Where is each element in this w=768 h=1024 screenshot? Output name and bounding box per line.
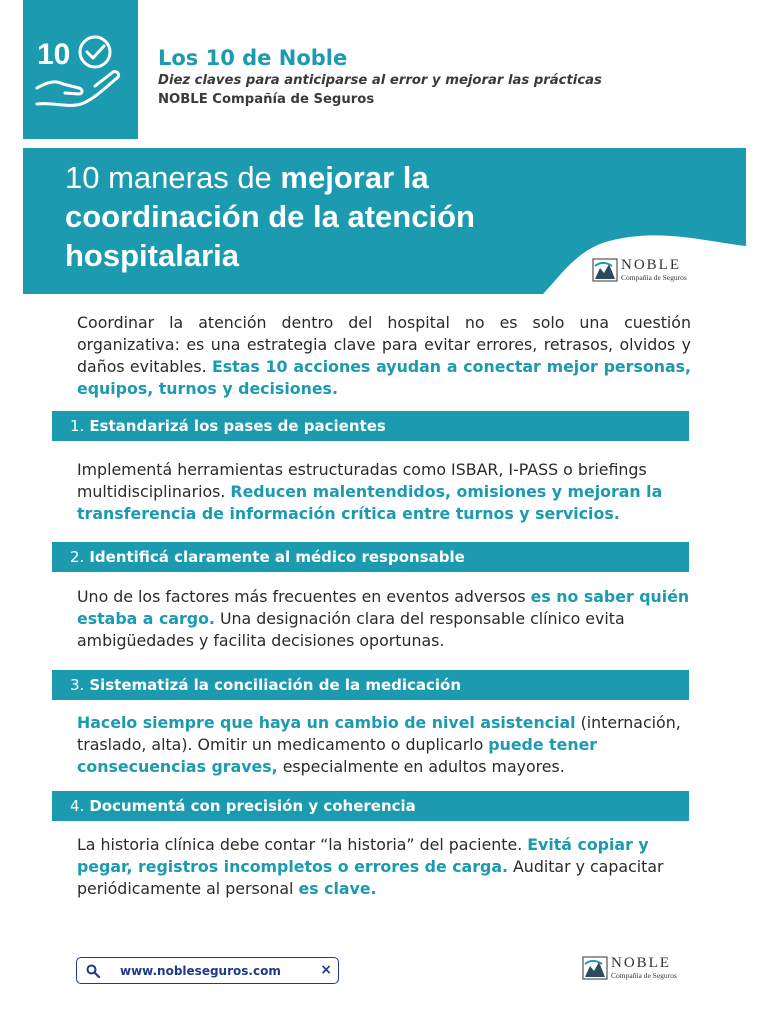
section-highlight: Hacelo siempre que haya un cambio de nivel asistencial	[77, 713, 576, 732]
section-4-header	[52, 791, 689, 821]
banner-title	[65, 158, 605, 275]
section-1-body	[77, 459, 691, 525]
brand-name: NOBLE	[621, 257, 681, 274]
banner-title-light: 10 maneras de	[65, 160, 281, 195]
section-1-header	[52, 411, 689, 441]
noble-mark-icon	[592, 258, 618, 282]
section-3-body	[77, 712, 691, 778]
brand-tagline: Compañía de Seguros	[611, 971, 677, 981]
section-2-body	[77, 586, 691, 652]
ten-logo-box	[23, 0, 138, 139]
close-icon[interactable]: ×	[320, 962, 332, 978]
section-3-header	[52, 670, 689, 700]
section-number: 4.	[70, 797, 85, 815]
search-icon	[86, 964, 100, 978]
section-text: Una designación clara del responsable clínico evita ambigüedades y facilita decisiones oportunas.	[77, 609, 625, 650]
section-text: (internación, traslado, alta). Omitir un medicamento o duplicarlo	[77, 713, 681, 754]
section-text: Auditar y capacitar periódicamente al personal	[77, 857, 664, 898]
noble-mark-icon	[582, 956, 608, 980]
section-highlight: es no saber quién estaba a cargo.	[77, 587, 690, 628]
section-highlight: puede tener consecuencias graves,	[77, 735, 598, 776]
header-subtitle: Diez claves para anticiparse al error y mejorar las prácticas	[158, 73, 602, 88]
section-text: Implementá herramientas estructuradas como ISBAR, I-PASS o briefings multidisciplinarios.	[77, 460, 647, 501]
section-highlight: Evitá copiar y pegar, registros incompletos o errores de carga.	[77, 835, 649, 876]
section-4-body	[77, 834, 691, 900]
section-text: La historia clínica debe contar “la historia” del paciente.	[77, 835, 528, 854]
website-url-bar[interactable]	[76, 957, 339, 984]
brand-logo-top	[592, 258, 687, 282]
brand-logo-footer	[582, 956, 677, 980]
section-title: Identificá claramente al médico responsable	[89, 548, 465, 566]
section-highlight: Reducen malentendidos, omisiones y mejoran la transferencia de información crítica entre turnos y servicios.	[77, 482, 663, 523]
header-company: NOBLE Compañía de Seguros	[158, 92, 375, 107]
brand-tagline: Compañía de Seguros	[621, 273, 687, 283]
logo-number: 10	[37, 38, 71, 71]
section-number: 3.	[70, 676, 85, 694]
section-title: Estandarizá los pases de pacientes	[89, 417, 386, 435]
intro-text: Coordinar la atención dentro del hospital no es solo una cuestión organizativa: es una estrategia clave para evitar errores, retrasos, olvidos y daños evitables.	[77, 313, 691, 376]
intro-highlight: Estas 10 acciones ayudan a conectar mejor personas, equipos, turnos y decisiones.	[77, 357, 692, 398]
section-title: Sistematizá la conciliación de la medicación	[89, 676, 462, 694]
section-2-header	[52, 542, 689, 572]
header-title: Los 10 de Noble	[158, 46, 348, 70]
section-number: 2.	[70, 548, 85, 566]
section-text: Uno de los factores más frecuentes en eventos adversos	[77, 587, 531, 606]
section-highlight: es clave.	[298, 879, 377, 898]
website-url-link[interactable]: www.nobleseguros.com	[120, 963, 281, 978]
banner-title-bold: mejorar la coordinación de la atención hospitalaria	[65, 160, 475, 273]
intro-paragraph	[77, 312, 691, 400]
section-number: 1.	[70, 417, 85, 435]
section-title: Documentá con precisión y coherencia	[89, 797, 416, 815]
section-text: especialmente en adultos mayores.	[277, 757, 565, 776]
hand-check-icon	[33, 30, 129, 114]
brand-name: NOBLE	[611, 955, 671, 972]
